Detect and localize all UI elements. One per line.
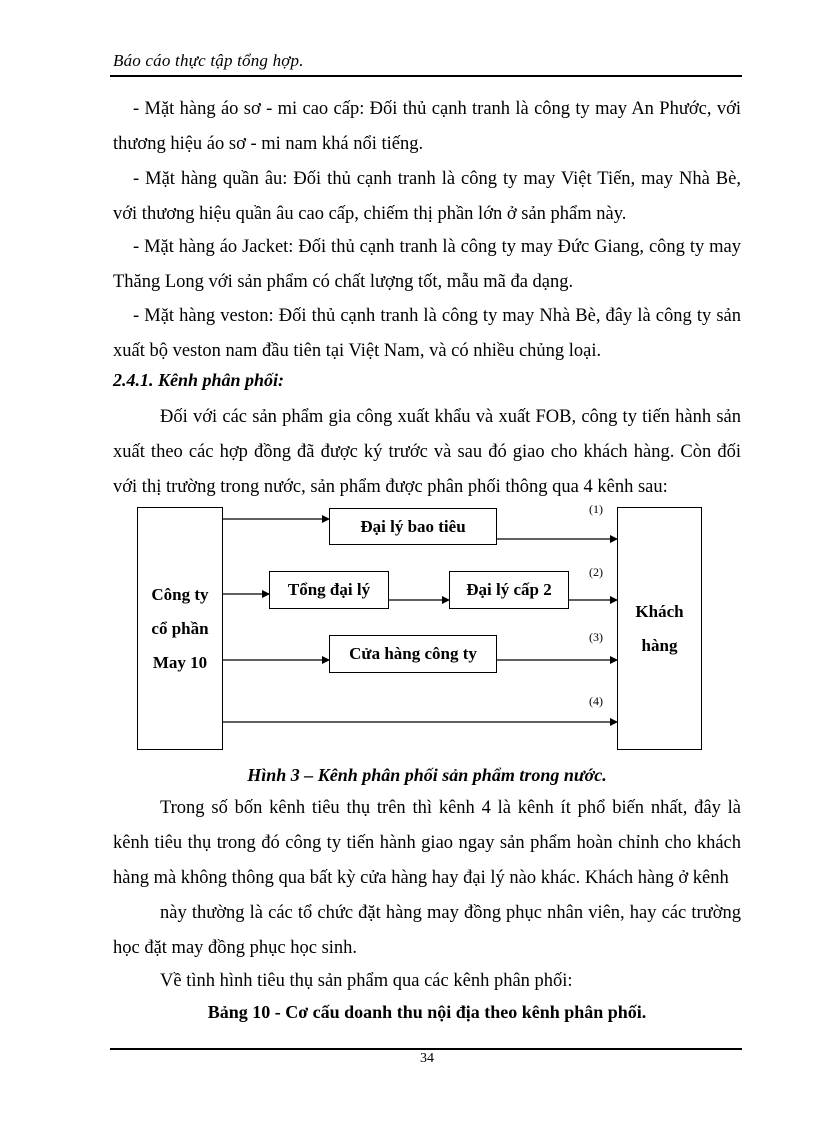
source-line: Công ty [151, 584, 209, 604]
bullet-jacket: - Mặt hàng áo Jacket: Đối thủ cạnh tranh là công ty may Đức Giang, công ty may Thăng Long với sản phẩm có chất lượng tốt, mẫu mã đa dạng. [113, 237, 741, 292]
channel-number-3: (3) [589, 630, 603, 644]
store-box: Cửa hàng công ty [329, 635, 497, 673]
figure-caption: Hình 3 – Kênh phân phối sản phẩm trong nước. [247, 765, 607, 785]
secondary-agent-box: Đại lý cấp 2 [449, 571, 569, 609]
bullet-veston: - Mặt hàng veston: Đối thủ cạnh tranh là công ty may Nhà Bè, đây là công ty sản xuất bộ veston nam đầu tiên tại Việt Nam, và có nhiều chủng loại. [113, 306, 741, 361]
channel-number-2: (2) [589, 565, 603, 579]
bullet-trousers: - Mặt hàng quần âu: Đối thủ cạnh tranh là công ty may Việt Tiến, may Nhà Bè, với thương hiệu quần âu cao cấp, chiếm thị phần lớn ở sản phẩm này. [113, 169, 741, 224]
body-paragraph-1: Trong số bốn kênh tiêu thụ trên thì kênh 4 là kênh ít phổ biến nhất, đây là kênh tiêu thụ trong đó công ty tiến hành giao ngay sản phẩm hoàn chỉnh cho khách hàng mà không thông qua bất kỳ cửa hàng hay đại lý nào khác. Khách hàng ở kênh [113, 798, 741, 888]
general-agent-box: Tổng đại lý [269, 571, 389, 609]
body-paragraph-3: Về tình hình tiêu thụ sản phẩm qua các kênh phân phối: [160, 971, 573, 991]
agent-box: Đại lý bao tiêu [329, 508, 497, 545]
target-line: hàng [641, 635, 678, 655]
customer-box [617, 507, 702, 750]
header-title: Báo cáo thực tập tổng hợp. [113, 51, 304, 70]
target-line: Khách [635, 601, 684, 621]
bullet-shirt: - Mặt hàng áo sơ - mi cao cấp: Đối thủ cạnh tranh là công ty may An Phước, với thương hiệu áo sơ - mi nam khá nổi tiếng. [113, 99, 741, 154]
source-line: cổ phần [151, 618, 209, 638]
section-heading: 2.4.1. Kênh phân phối: [113, 370, 285, 390]
channel-number-1: (1) [589, 502, 603, 516]
source-line: May 10 [152, 652, 208, 672]
body-paragraph-2: này thường là các tổ chức đặt hàng may đồng phục nhân viên, hay các trường học đặt may đồng phục học sinh. [113, 903, 741, 958]
header-rule [110, 75, 742, 77]
section-paragraph: Đối với các sản phẩm gia công xuất khẩu và xuất FOB, công ty tiến hành sản xuất theo các hợp đồng đã được ký trước và sau đó giao cho khách hàng. Còn đối với thị trường trong nước, sản phẩm được phân phối thông qua 4 kênh sau: [113, 407, 741, 497]
channel-number-4: (4) [589, 694, 603, 708]
table-caption: Bảng 10 - Cơ cấu doanh thu nội địa theo kênh phân phối. [207, 1002, 647, 1022]
source-company-box [137, 507, 223, 750]
page-number: 34 [420, 1051, 434, 1066]
